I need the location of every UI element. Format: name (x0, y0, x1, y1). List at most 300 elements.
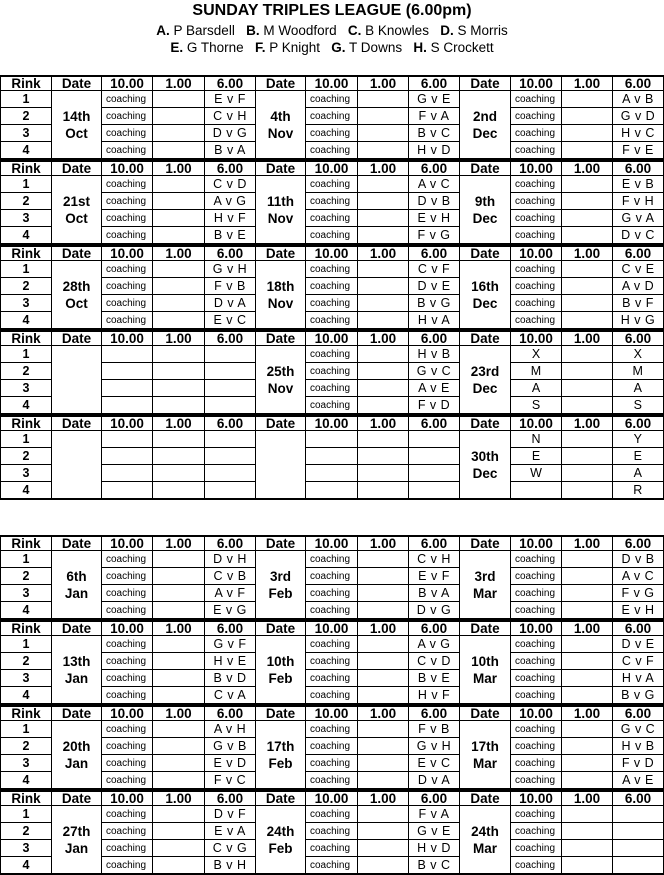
empty-slot (358, 125, 409, 142)
header-time-6: 6.00 (205, 330, 256, 346)
team-letter: G. (331, 40, 346, 55)
coaching-slot: coaching (306, 857, 358, 874)
fixture-date (460, 346, 511, 414)
fixture-match: X (613, 346, 664, 363)
header-rink: Rink (0, 705, 52, 721)
empty-slot (153, 755, 205, 772)
fixture-match: A (613, 465, 664, 482)
coaching-slot: coaching (511, 295, 562, 312)
fixture-match: B v A (409, 585, 460, 602)
date-month: Jan (64, 755, 89, 771)
empty-slot (153, 772, 205, 789)
empty-slot (358, 448, 409, 465)
header-time-10: 10.00 (511, 160, 562, 176)
date-day: 11th (266, 193, 294, 209)
coaching-slot: coaching (102, 585, 153, 602)
rink-number: 1 (0, 806, 52, 823)
empty-slot (358, 772, 409, 789)
coaching-slot: coaching (306, 840, 358, 857)
empty-slot (102, 431, 153, 448)
empty-slot (562, 602, 613, 619)
date-day: 16th (471, 278, 499, 294)
date-month: Mar (472, 755, 497, 771)
empty-slot (358, 721, 409, 738)
header-date: Date (460, 330, 511, 346)
coaching-slot: coaching (306, 125, 358, 142)
empty-slot (562, 142, 613, 159)
empty-slot (562, 312, 613, 329)
coaching-slot: coaching (102, 755, 153, 772)
empty-slot (306, 465, 358, 482)
empty-slot (153, 551, 205, 568)
empty-slot (306, 482, 358, 499)
rink-number: 2 (0, 823, 52, 840)
empty-slot (358, 482, 409, 499)
empty-slot (562, 431, 613, 448)
date-month: Dec (472, 210, 498, 226)
date-month: Dec (472, 380, 498, 396)
coaching-slot: coaching (511, 91, 562, 108)
header-time-1: 1.00 (358, 160, 409, 176)
fixture-match: H v C (613, 125, 664, 142)
fixture-match: C v D (409, 653, 460, 670)
header-date: Date (460, 160, 511, 176)
header-time-6: 6.00 (613, 75, 664, 91)
header-date: Date (52, 620, 102, 636)
fixture-match: F v D (409, 397, 460, 414)
empty-slot (562, 568, 613, 585)
rink-number: 3 (0, 840, 52, 857)
header-date: Date (52, 245, 102, 261)
coaching-slot: coaching (306, 636, 358, 653)
date-month: Oct (65, 125, 88, 141)
fixture-date (256, 431, 306, 499)
coaching-slot: coaching (306, 670, 358, 687)
rink-number: 4 (0, 397, 52, 414)
header-time-6: 6.00 (613, 330, 664, 346)
date-day: 10th (471, 653, 499, 669)
coaching-slot: coaching (511, 772, 562, 789)
empty-slot (562, 755, 613, 772)
empty-slot (562, 91, 613, 108)
greeting-letter (511, 482, 562, 499)
empty-slot (153, 448, 205, 465)
fixture-date (460, 431, 511, 499)
fixture-match: H v F (205, 210, 256, 227)
header-time-10: 10.00 (102, 705, 153, 721)
empty-slot (102, 363, 153, 380)
fixture-match (409, 465, 460, 482)
fixture-match: B v F (613, 295, 664, 312)
empty-slot (358, 636, 409, 653)
empty-slot (562, 295, 613, 312)
date-month: Feb (268, 670, 293, 686)
empty-slot (562, 551, 613, 568)
empty-slot (153, 176, 205, 193)
empty-slot (358, 755, 409, 772)
rink-number: 4 (0, 772, 52, 789)
coaching-slot: coaching (511, 108, 562, 125)
rink-number: 2 (0, 653, 52, 670)
header-time-1: 1.00 (562, 790, 613, 806)
empty-slot (153, 738, 205, 755)
date-month: Mar (472, 585, 497, 601)
fixture-match: H v B (409, 346, 460, 363)
header-date: Date (52, 160, 102, 176)
rink-number: 1 (0, 91, 52, 108)
header-time-6: 6.00 (613, 535, 664, 551)
coaching-slot: coaching (511, 823, 562, 840)
empty-slot (358, 397, 409, 414)
fixture-match: D v A (205, 295, 256, 312)
date-day: 18th (266, 278, 295, 294)
fixture-match: F v H (613, 193, 664, 210)
fixture-match (205, 465, 256, 482)
header-time-10: 10.00 (102, 620, 153, 636)
empty-slot (102, 448, 153, 465)
header-time-10: 10.00 (511, 75, 562, 91)
empty-slot (102, 482, 153, 499)
header-date: Date (460, 790, 511, 806)
fixture-match: B v G (409, 295, 460, 312)
fixture-match: B v C (409, 857, 460, 874)
empty-slot (358, 380, 409, 397)
header-time-1: 1.00 (358, 330, 409, 346)
rink-number: 2 (0, 448, 52, 465)
coaching-slot: coaching (511, 278, 562, 295)
empty-slot (562, 176, 613, 193)
fixture-match: F v A (409, 108, 460, 125)
empty-slot (562, 585, 613, 602)
fixture-date (460, 91, 511, 159)
header-date: Date (256, 75, 306, 91)
header-rink: Rink (0, 415, 52, 431)
empty-slot (153, 585, 205, 602)
fixture-match: C v D (205, 176, 256, 193)
fixture-date (256, 346, 306, 414)
fixture-match: B v A (205, 142, 256, 159)
empty-slot (358, 738, 409, 755)
empty-slot (358, 142, 409, 159)
fixture-match: E v B (613, 176, 664, 193)
fixture-match: G v E (409, 91, 460, 108)
empty-slot (153, 670, 205, 687)
greeting-letter: S (511, 397, 562, 414)
header-rink: Rink (0, 330, 52, 346)
date-month: Jan (64, 585, 89, 601)
coaching-slot: coaching (306, 142, 358, 159)
empty-slot (562, 687, 613, 704)
team-letter: A. (156, 23, 170, 38)
rink-number: 2 (0, 278, 52, 295)
fixture-match: G v H (409, 738, 460, 755)
rink-number: 2 (0, 738, 52, 755)
rink-number: 3 (0, 755, 52, 772)
empty-slot (153, 397, 205, 414)
page-title: SUNDAY TRIPLES LEAGUE (6.00pm) (192, 2, 472, 19)
header-time-6: 6.00 (409, 245, 460, 261)
date-day: 27th (62, 823, 91, 839)
empty-slot (153, 346, 205, 363)
empty-slot (153, 636, 205, 653)
header-date: Date (256, 245, 306, 261)
coaching-slot: coaching (102, 91, 153, 108)
greeting-letter: M (511, 363, 562, 380)
fixture-match: D v G (409, 602, 460, 619)
header-time-6: 6.00 (205, 620, 256, 636)
header-time-10: 10.00 (102, 535, 153, 551)
rink-number: 1 (0, 431, 52, 448)
header-time-10: 10.00 (306, 620, 358, 636)
coaching-slot: coaching (511, 261, 562, 278)
coaching-slot: coaching (306, 806, 358, 823)
header-time-1: 1.00 (358, 415, 409, 431)
fixture-match: A v H (205, 721, 256, 738)
header-time-1: 1.00 (562, 160, 613, 176)
coaching-slot: coaching (306, 91, 358, 108)
fixture-match: C v G (205, 840, 256, 857)
fixture-date (460, 721, 511, 789)
coaching-slot: coaching (102, 193, 153, 210)
fixture-date (256, 91, 306, 159)
rink-number: 4 (0, 312, 52, 329)
empty-slot (153, 363, 205, 380)
header-date: Date (460, 620, 511, 636)
empty-slot (153, 210, 205, 227)
team-letter: B. (246, 23, 260, 38)
coaching-slot: coaching (511, 125, 562, 142)
empty-slot (562, 670, 613, 687)
fixture-match: A v G (409, 636, 460, 653)
empty-slot (306, 431, 358, 448)
header-time-6: 6.00 (409, 415, 460, 431)
date-month: Dec (472, 125, 498, 141)
fixture-date (52, 551, 102, 619)
coaching-slot: coaching (306, 772, 358, 789)
empty-slot (562, 653, 613, 670)
empty-slot (562, 227, 613, 244)
header-time-1: 1.00 (562, 535, 613, 551)
header-date: Date (52, 705, 102, 721)
rink-number: 3 (0, 465, 52, 482)
header-time-6: 6.00 (205, 535, 256, 551)
header-time-1: 1.00 (153, 535, 205, 551)
fixture-match: E v H (409, 210, 460, 227)
coaching-slot: coaching (511, 551, 562, 568)
fixture-match: H v A (409, 312, 460, 329)
empty-slot (358, 687, 409, 704)
header-rink: Rink (0, 75, 52, 91)
fixture-match: C v H (205, 108, 256, 125)
coaching-slot: coaching (306, 721, 358, 738)
header-time-6: 6.00 (205, 75, 256, 91)
header-date: Date (460, 415, 511, 431)
fixture-match: F v C (205, 772, 256, 789)
coaching-slot: coaching (511, 738, 562, 755)
greeting-letter: A (511, 380, 562, 397)
empty-slot (562, 840, 613, 857)
team-name: M Woodford (259, 23, 337, 38)
header-rink: Rink (0, 790, 52, 806)
fixture-match: B v G (613, 687, 664, 704)
fixture-date (256, 551, 306, 619)
fixture-match: E v C (205, 312, 256, 329)
coaching-slot: coaching (306, 278, 358, 295)
empty-slot (562, 346, 613, 363)
coaching-slot: coaching (511, 687, 562, 704)
fixture-match: H v G (613, 312, 664, 329)
fixture-match: C v F (409, 261, 460, 278)
fixture-match: G v C (409, 363, 460, 380)
fixture-date (256, 721, 306, 789)
coaching-slot: coaching (102, 227, 153, 244)
team-letter: H. (413, 40, 427, 55)
header-time-6: 6.00 (409, 705, 460, 721)
coaching-slot: coaching (102, 806, 153, 823)
empty-slot (153, 806, 205, 823)
coaching-slot: coaching (102, 857, 153, 874)
fixture-match (205, 346, 256, 363)
header-date: Date (460, 535, 511, 551)
empty-slot (358, 91, 409, 108)
coaching-slot: coaching (511, 585, 562, 602)
empty-slot (358, 312, 409, 329)
fixture-match: H v B (613, 738, 664, 755)
empty-slot (562, 278, 613, 295)
coaching-slot: coaching (102, 295, 153, 312)
date-day: 3rd (269, 568, 291, 584)
header-time-6: 6.00 (613, 705, 664, 721)
header-time-6: 6.00 (409, 75, 460, 91)
date-month: Nov (267, 295, 294, 311)
coaching-slot: coaching (306, 568, 358, 585)
coaching-slot: coaching (511, 721, 562, 738)
empty-slot (562, 261, 613, 278)
team-name: G Thorne (183, 40, 244, 55)
header-time-10: 10.00 (102, 245, 153, 261)
header-time-1: 1.00 (358, 705, 409, 721)
rink-number: 1 (0, 346, 52, 363)
empty-slot (562, 721, 613, 738)
rink-number: 4 (0, 687, 52, 704)
date-day: 4th (270, 108, 291, 124)
fixture-match (205, 448, 256, 465)
fixture-match: C v B (205, 568, 256, 585)
empty-slot (358, 227, 409, 244)
empty-slot (562, 772, 613, 789)
fixture-date (52, 806, 102, 874)
fixture-match: E v H (613, 602, 664, 619)
coaching-slot: coaching (306, 653, 358, 670)
header-time-10: 10.00 (102, 330, 153, 346)
empty-slot (153, 261, 205, 278)
empty-slot (102, 380, 153, 397)
coaching-slot: coaching (306, 312, 358, 329)
empty-slot (153, 840, 205, 857)
coaching-slot: coaching (102, 176, 153, 193)
date-day: 28th (62, 278, 91, 294)
header-time-10: 10.00 (511, 790, 562, 806)
date-month: Nov (267, 210, 294, 226)
team-name: T Downs (345, 40, 403, 55)
coaching-slot: coaching (511, 568, 562, 585)
header-time-10: 10.00 (511, 620, 562, 636)
block-divider (0, 498, 664, 500)
empty-slot (153, 142, 205, 159)
fixture-match: G v D (613, 108, 664, 125)
header-time-1: 1.00 (562, 620, 613, 636)
empty-slot (358, 602, 409, 619)
date-month: Jan (64, 840, 89, 856)
empty-slot (358, 346, 409, 363)
empty-slot (562, 465, 613, 482)
fixture-match: A v C (409, 176, 460, 193)
empty-slot (358, 823, 409, 840)
header-time-6: 6.00 (409, 535, 460, 551)
date-month: Dec (472, 465, 498, 481)
empty-slot (358, 840, 409, 857)
coaching-slot: coaching (511, 210, 562, 227)
empty-slot (562, 738, 613, 755)
team-letter: E. (170, 40, 184, 55)
date-day: 13th (62, 653, 91, 669)
empty-slot (102, 346, 153, 363)
fixture-match (205, 380, 256, 397)
fixture-match: H v D (409, 142, 460, 159)
empty-slot (153, 568, 205, 585)
team-letter: C. (347, 23, 362, 38)
rink-number: 4 (0, 227, 52, 244)
date-day: 10th (266, 653, 295, 669)
empty-slot (562, 380, 613, 397)
empty-slot (562, 482, 613, 499)
coaching-slot: coaching (306, 397, 358, 414)
empty-slot (562, 857, 613, 874)
fixture-date (460, 551, 511, 619)
empty-slot (153, 721, 205, 738)
fixture-match: H v A (613, 670, 664, 687)
coaching-slot: coaching (511, 670, 562, 687)
greeting-letter: N (511, 431, 562, 448)
header-time-1: 1.00 (153, 415, 205, 431)
rink-number: 4 (0, 857, 52, 874)
coaching-slot: coaching (511, 176, 562, 193)
empty-slot (153, 482, 205, 499)
header-time-6: 6.00 (205, 415, 256, 431)
header-time-10: 10.00 (306, 75, 358, 91)
header-time-1: 1.00 (358, 790, 409, 806)
empty-slot (358, 108, 409, 125)
date-day: 3rd (474, 568, 496, 584)
header-time-10: 10.00 (511, 330, 562, 346)
coaching-slot: coaching (511, 193, 562, 210)
coaching-slot: coaching (306, 227, 358, 244)
coaching-slot: coaching (102, 653, 153, 670)
fixture-date (460, 176, 511, 244)
empty-slot (358, 176, 409, 193)
fixture-match: B v E (205, 227, 256, 244)
coaching-slot: coaching (306, 551, 358, 568)
date-month: Oct (65, 295, 88, 311)
header-date: Date (256, 330, 306, 346)
header-time-10: 10.00 (306, 705, 358, 721)
header-date: Date (52, 330, 102, 346)
empty-slot (358, 363, 409, 380)
fixture-match (205, 363, 256, 380)
date-day: 25th (266, 363, 295, 379)
coaching-slot: coaching (306, 193, 358, 210)
fixture-match: B v H (205, 857, 256, 874)
